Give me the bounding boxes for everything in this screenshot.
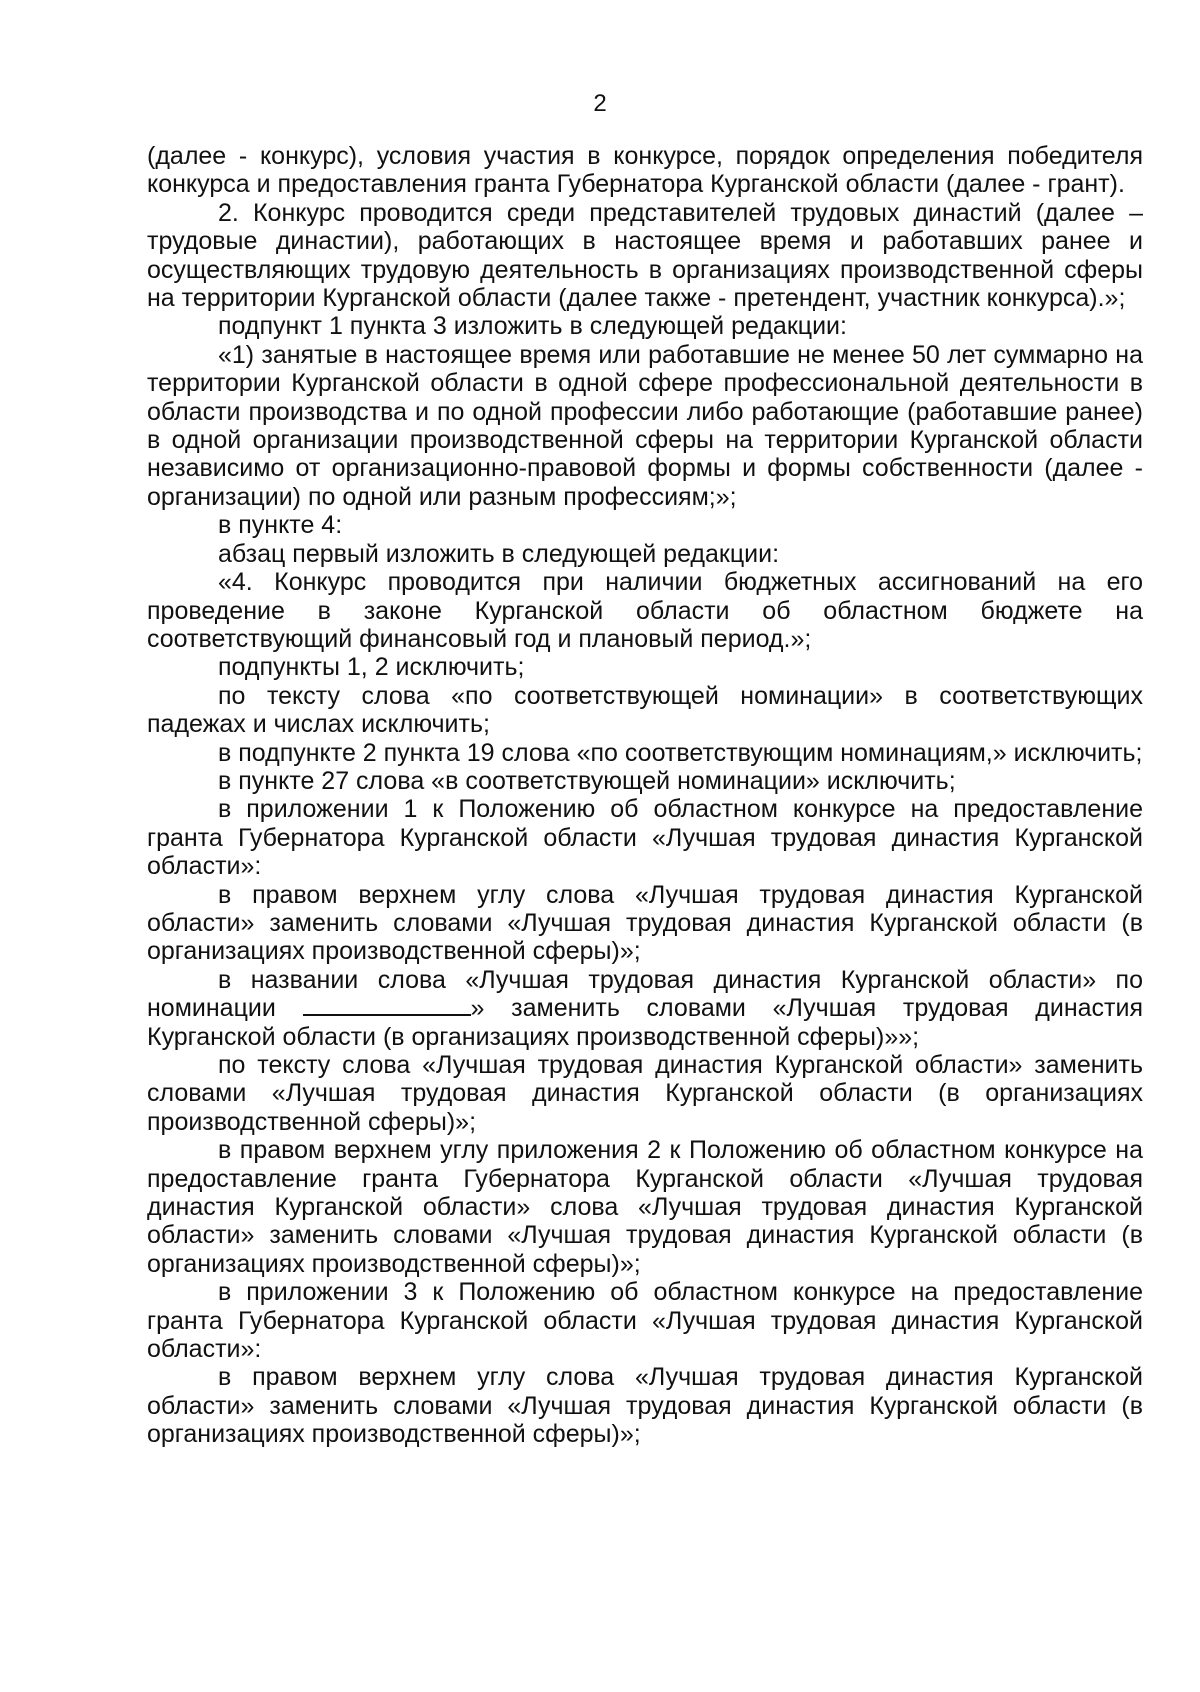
paragraph-2: 2. Конкурс проводится среди представителей трудовых династий (далее – трудовые династии), работающих в настоящее время и работавших ранее и осуществляющих трудовую деятельность в организациях производственной сферы на территории Курганской области (далее также - претендент, участник конкурса).»;: [147, 198, 1143, 313]
paragraph-13: в правом верхнем углу слова «Лучшая трудовая династия Курганской области» заменить словами «Лучшая трудовая династия Курганской области (в организациях производственной сферы)»;: [147, 880, 1143, 966]
paragraph-1: (далее - конкурс), условия участия в конкурсе, порядок определения победителя конкурса и предоставления гранта Губернатора Курганской области (далее - грант).: [147, 142, 1143, 199]
paragraph-14-before-blank: в названии слова «Лучшая трудовая династия Курганской области» по номинации: [147, 965, 1143, 1023]
page-number: 2: [593, 90, 607, 117]
paragraph-16: в правом верхнем углу приложения 2 к Положению об областном конкурсе на предоставление гранта Губернатора Курганской области «Лучшая трудовая династия Курганской области» слова «Лучшая трудовая династия Курганской области» заменить словами «Лучшая трудовая династия Курганской области (в организациях производственной сферы)»;: [147, 1136, 1143, 1278]
paragraph-12: в приложении 1 к Положению об областном конкурсе на предоставление гранта Губернатора Курганской области «Лучшая трудовая династия Курганской области»:: [147, 795, 1143, 881]
paragraph-14-after-blank: » заменить словами «Лучшая трудовая династия Курганской области (в организациях производственной сферы)»»;: [147, 994, 1143, 1051]
document-body: [147, 142, 1143, 1449]
paragraph-7: «4. Конкурс проводится при наличии бюджетных ассигнований на его проведение в законе Курганской области об областном бюджете на соответствующий финансовый год и плановый период.»;: [147, 568, 1143, 653]
paragraph-15: по тексту слова «Лучшая трудовая династия Курганской области» заменить словами «Лучшая трудовая династия Курганской области (в организациях производственной сферы)»;: [147, 1051, 1143, 1136]
paragraph-5: в пункте 4:: [218, 511, 343, 540]
paragraph-17: в приложении 3 к Положению об областном конкурсе на предоставление гранта Губернатора Курганской области «Лучшая трудовая династия Курганской области»:: [147, 1278, 1143, 1364]
paragraph-9: по тексту слова «по соответствующей номинации» в соответствующих падежах и числах исключить;: [147, 681, 1143, 739]
paragraph-3: подпункт 1 пункта 3 изложить в следующей редакции:: [218, 312, 847, 341]
paragraph-18: в правом верхнем углу слова «Лучшая трудовая династия Курганской области» заменить словами «Лучшая трудовая династия Курганской области (в организациях производственной сферы)»;: [147, 1363, 1143, 1449]
blank-fill-line: [303, 996, 471, 1016]
paragraph-4: «1) занятые в настоящее время или работавшие не менее 50 лет суммарно на территории Курганской области в одной сфере профессиональной деятельности в области производства и по одной профессии либо работающие (работавшие ранее) в одной организации производственной сферы на территории Курганской области независимо от организационно-правовой формы и формы собственности (далее - организации) по одной или разным профессиям;»;: [147, 340, 1143, 511]
paragraph-10: в подпункте 2 пункта 19 слова «по соответствующим номинациям,» исключить;: [218, 738, 1143, 767]
paragraph-11: в пункте 27 слова «в соответствующей номинации» исключить;: [218, 766, 956, 795]
paragraph-8: подпункты 1, 2 исключить;: [218, 653, 525, 682]
paragraph-6: абзац первый изложить в следующей редакции:: [218, 539, 780, 568]
paragraph-14: [147, 966, 1143, 1051]
